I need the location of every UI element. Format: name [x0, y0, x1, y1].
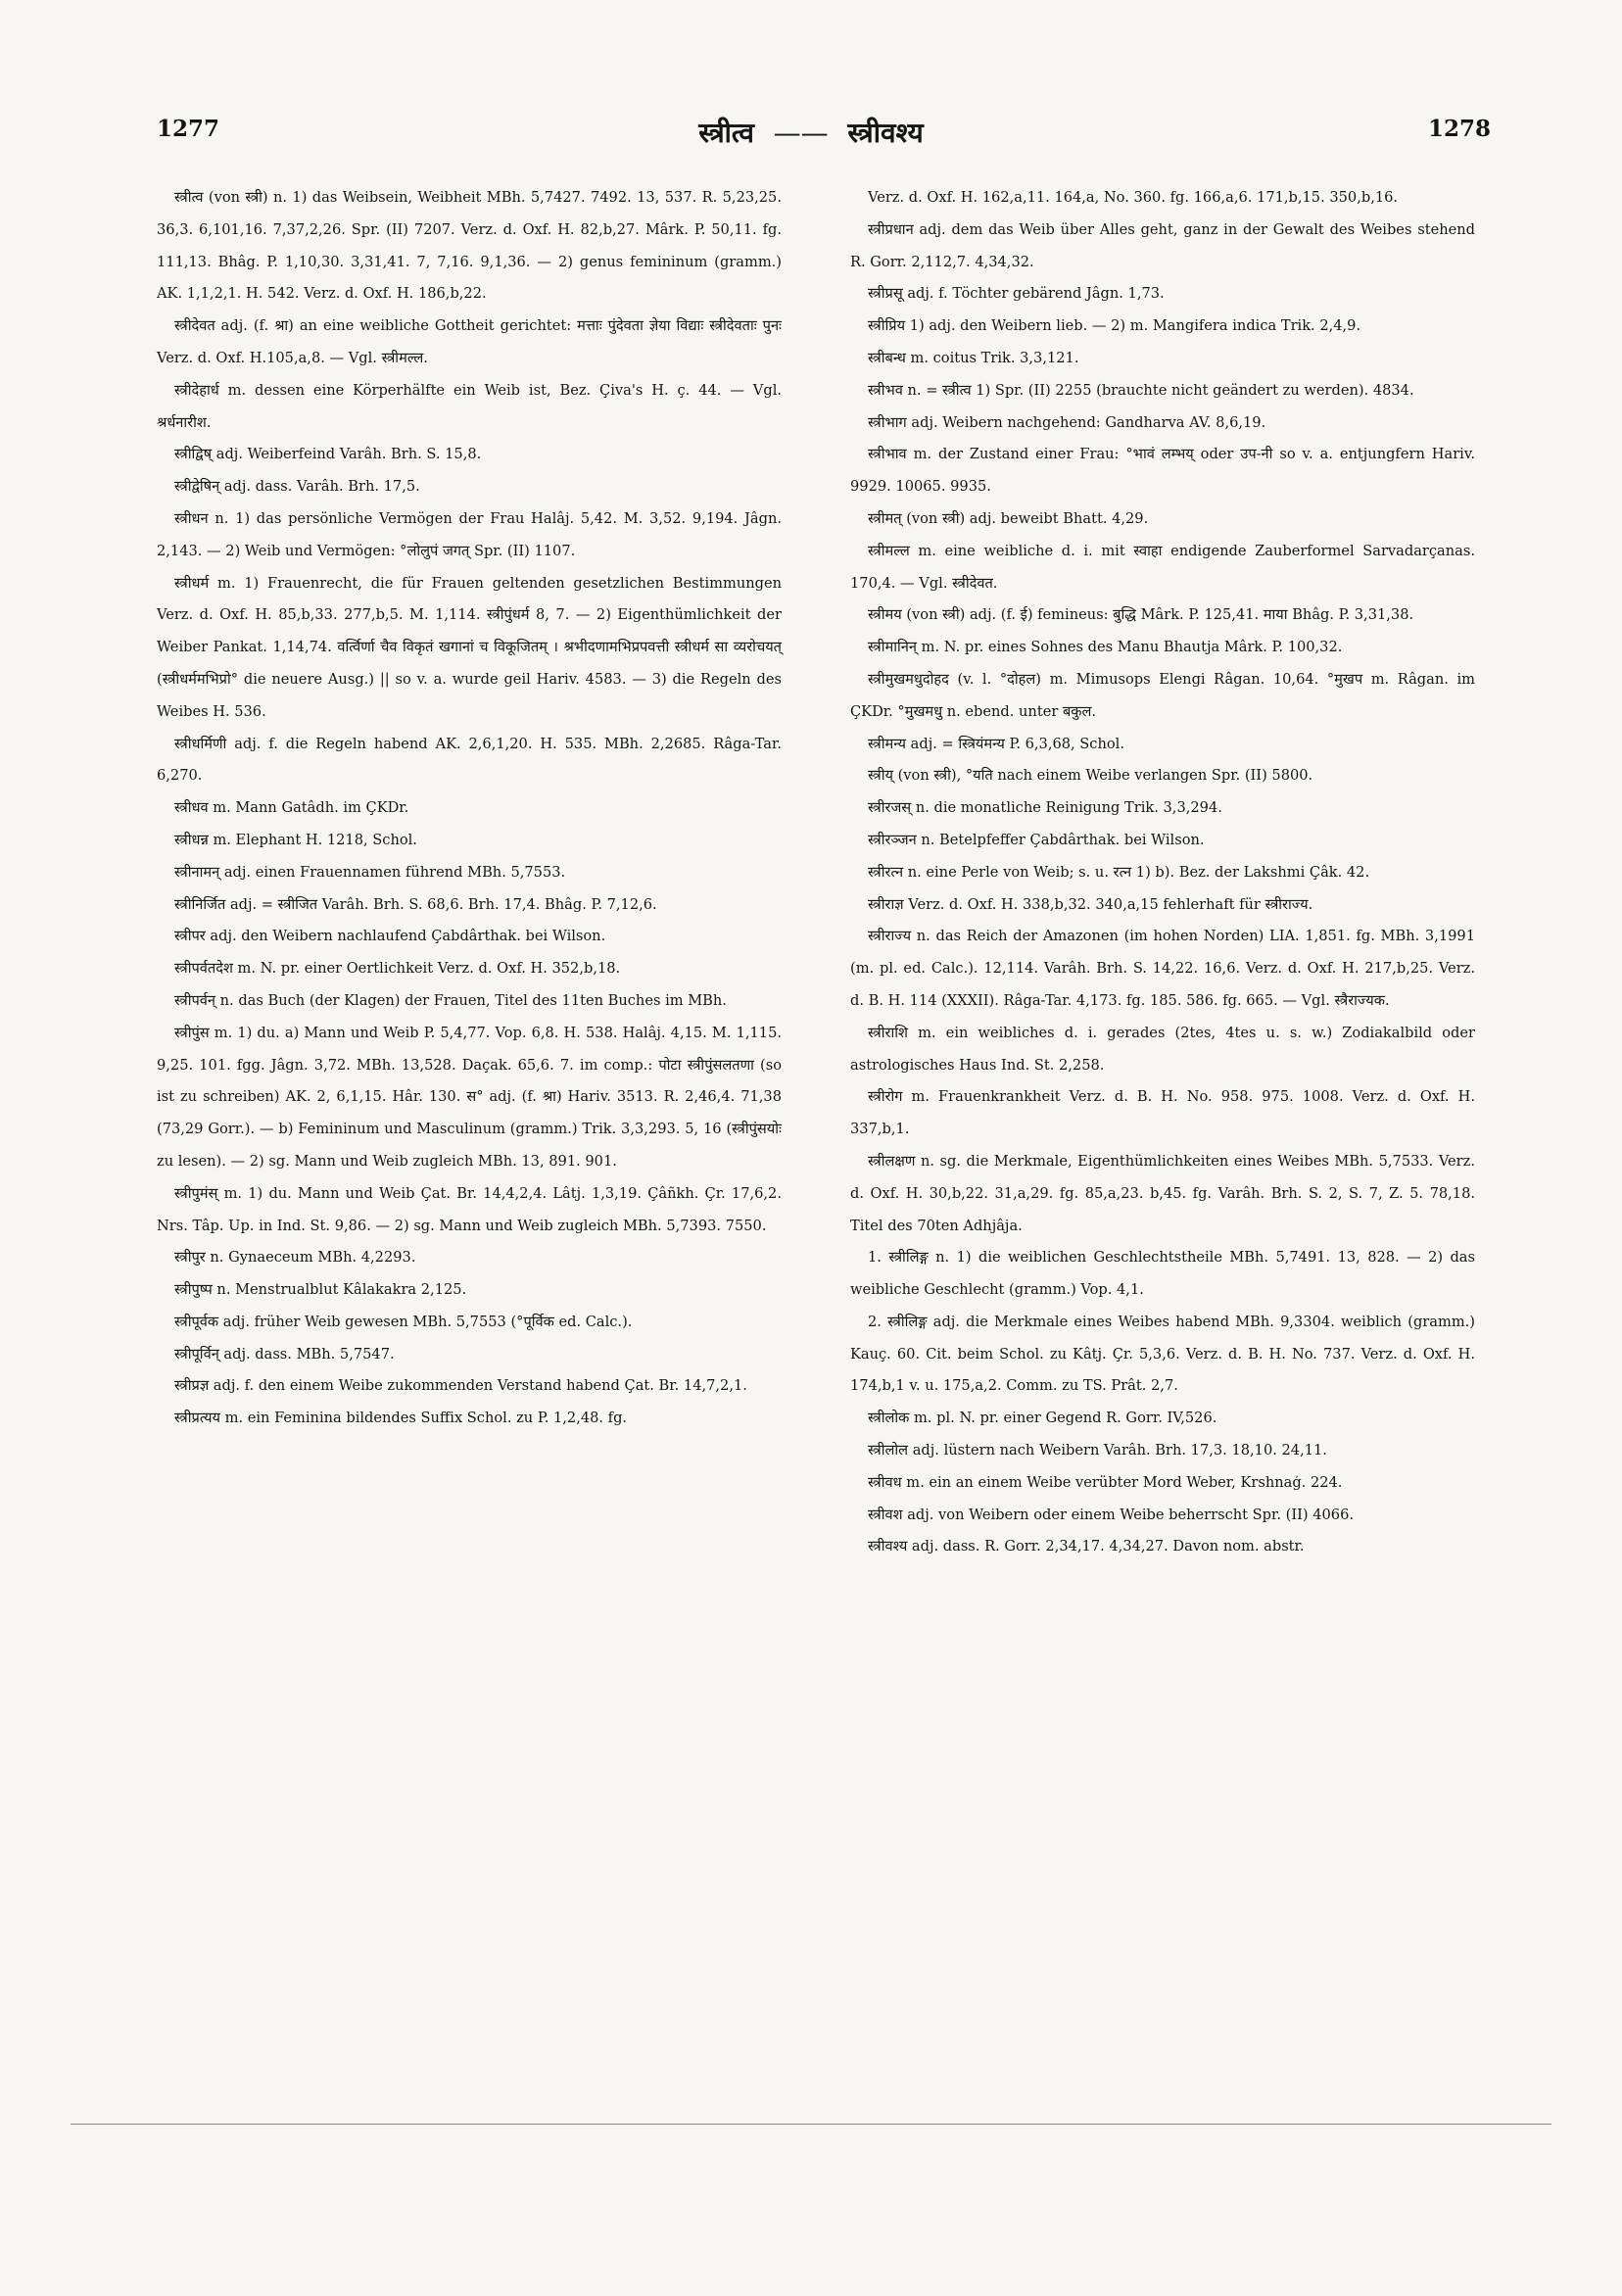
dictionary-entry: स्त्रीधव m. Mann Gatâdh. im ÇKDr.: [174, 799, 409, 817]
dictionary-entry: स्त्रीद्विष् adj. Weiberfeind Varâh. Brh. S. 15,8.: [174, 446, 482, 463]
dictionary-entry: स्त्रीमत् (von स्त्री) adj. beweibt Bhatt. 4,29.: [868, 509, 1149, 527]
dictionary-entry: स्त्रीपुमंस् m. 1) du. Mann und Weib Çat. Br. 14,4,2,4. Lâtj. 1,3,19. Çâñkh. Çr. 17,6,2. Nrs. Tâp. Up. in Ind. St. 9,86. — 2) sg. Mann und Weib zugleich MBh. 5,7393. 7550.: [157, 1184, 782, 1234]
dictionary-entry: स्त्रीत्व (von स्त्री) n. 1) das Weibsein, Weibheit MBh. 5,7427. 7492. 13, 537. R. 5,23,25. 36,3. 6,101,16. 7,37,2,26. Spr. (II) 7207. Verz. d. Oxf. H. 82,b,27. Mârk. P. 50,11. fg. 111,13. Bhâg. P. 1,10,30. 3,31,41. 7, 7,16. 9,1,36. — 2) genus femininum (gramm.) AK. 1,1,2,1. H. 542. Verz. d. Oxf. H. 186,b,22.: [157, 189, 782, 303]
dictionary-entry: स्त्रीमानिन् m. N. pr. eines Sohnes des Manu Bhautja Mârk. P. 100,32.: [868, 639, 1343, 656]
right-column: [850, 182, 1475, 1563]
running-header: [0, 114, 1622, 151]
dictionary-entry: स्त्रीपुंस m. 1) du. a) Mann und Weib P. 5,4,77. Vop. 6,8. H. 538. Halâj. 4,15. M. 1,115. 9,25. 101. fgg. Jâgn. 3,72. MBh. 13,528. Daçak. 65,6. 7. im comp.: पोटा स्त्रीपुंसलतणा (so ist zu schreiben) AK. 2, 6,1,15. Hâr. 130. स° adj. (f. श्रा) Hariv. 3513. R. 2,46,4. 71,38 (73,29 Gorr.). — b) Femininum und Masculinum (gramm.) Trik. 3,3,293. 5, 16 (स्त्रीपुंसयोः zu lesen). — 2) sg. Mann und Weib zugleich MBh. 13, 891. 901.: [157, 1024, 782, 1170]
header-dash: ——: [773, 117, 829, 149]
dictionary-entry: स्त्रीमय (von स्त्री) adj. (f. ई) femineus: बुद्धि Mârk. P. 125,41. माया Bhâg. P. 3,31,38.: [868, 606, 1414, 624]
dictionary-entry: स्त्रीधर्म m. 1) Frauenrecht, die für Frauen geltenden gesetzlichen Bestimmungen Verz. d. Oxf. H. 85,b,33. 277,b,5. M. 1,114. स्त्रीपुंधर्म 8, 7. — 2) Eigenthümlichkeit der Weiber Pankat. 1,14,74. वर्त्विर्णा चैव विकृतं खगानां च विकूजितम् । श्रभीदणामभिप्रपवत्ती स्त्रीधर्म सा व्यरोचयत् (स्त्रीधर्ममभिप्रो° die neuere Ausg.) || so v. a. wurde geil Hariv. 4583. — 3) die Regeln des Weibes H. 536.: [157, 574, 782, 720]
dictionary-entry: स्त्रीप्रधान adj. dem das Weib über Alles geht, ganz in der Gewalt des Weibes stehend R. Gorr. 2,112,7. 4,34,32.: [850, 220, 1475, 270]
dictionary-entry: स्त्रीदेहार्ध m. dessen eine Körperhälfte ein Weib ist, Bez. Çiva's H. ç. 44. — Vgl. श्रर्धनारीश.: [157, 381, 782, 431]
dictionary-entry: स्त्रीभव n. = स्त्रीत्व 1) Spr. (II) 2255 (brauchte nicht geändert zu werden). 4834.: [868, 381, 1414, 399]
dictionary-entry: स्त्रीपूर्विन् adj. dass. MBh. 5,7547.: [174, 1345, 395, 1363]
dictionary-entry: 1. स्त्रीलिङ्ग n. 1) die weiblichen Geschlechtstheile MBh. 5,7491. 13, 828. — 2) das weibliche Geschlecht (gramm.) Vop. 4,1.: [850, 1249, 1475, 1299]
dictionary-entry: स्त्रीपुष्प n. Menstrualblut Kâlakakra 2,125.: [174, 1281, 467, 1299]
dictionary-entry: स्त्रीपूर्वक adj. früher Weib gewesen MBh. 5,7553 (°पूर्विक ed. Calc.).: [174, 1313, 633, 1330]
dictionary-entry: स्त्रीमन्य adj. = स्त्रियंमन्य P. 6,3,68, Schol.: [868, 735, 1124, 752]
dictionary-entry: स्त्रीमल्ल m. eine weibliche d. i. mit स्वाहा endigende Zauberformel Sarvadarçanas. 170,4. — Vgl. स्त्रीदेवत.: [850, 542, 1475, 592]
left-column: [157, 182, 782, 1435]
dictionary-entry: स्त्रीरजस् n. die monatliche Reinigung Trik. 3,3,294.: [868, 799, 1222, 817]
dictionary-entry: स्त्रीरत्न n. eine Perle von Weib; s. u. रत्न 1) b). Bez. der Lakshmi Çâk. 42.: [868, 863, 1370, 881]
page-number-left: 1277: [157, 116, 220, 142]
dictionary-entry: स्त्रीवश adj. von Weibern oder einem Weibe beherrscht Spr. (II) 4066.: [868, 1506, 1354, 1523]
dictionary-entry: स्त्रीभाग adj. Weibern nachgehend: Gandharva AV. 8,6,19.: [868, 413, 1266, 431]
dictionary-entry: स्त्रीधर्मिणी adj. f. die Regeln habend AK. 2,6,1,20. H. 535. MBh. 2,2685. Râga-Tar. 6,270.: [157, 735, 782, 785]
dictionary-entry: Verz. d. Oxf. H. 162,a,11. 164,a, No. 360. fg. 166,a,6. 171,b,15. 350,b,16.: [868, 189, 1399, 206]
dictionary-entry: स्त्रीप्रज्ञ adj. f. den einem Weibe zukommenden Verstand habend Çat. Br. 14,7,2,1.: [174, 1377, 747, 1395]
dictionary-entry: स्त्रीदेवत adj. (f. श्रा) an eine weibliche Gottheit gerichtet: मत्ताः पुंदेवता ज्ञेया विद्याः स्त्रीदेवताः पुनः Verz. d. Oxf. H.105,a,8. — Vgl. स्त्रीमल्ल.: [157, 317, 782, 366]
dictionary-entry: स्त्रीप्रत्यय m. ein Feminina bildendes Suffix Schol. zu P. 1,2,48. fg.: [174, 1410, 628, 1427]
dictionary-entry: स्त्रीधन्न m. Elephant H. 1218, Schol.: [174, 831, 417, 848]
dictionary-entry: स्त्रीनिर्जित adj. = स्त्रीजित Varâh. Brh. S. 68,6. Brh. 17,4. Bhâg. P. 7,12,6.: [174, 895, 657, 913]
dictionary-entry: स्त्रीपर्वन् n. das Buch (der Klagen) der Frauen, Titel des 11ten Buches im MBh.: [174, 991, 727, 1009]
dictionary-entry: स्त्रीप्रसू adj. f. Töchter gebärend Jâgn. 1,73.: [868, 285, 1165, 303]
dictionary-entry: स्त्रीवश्य adj. dass. R. Gorr. 2,34,17. 4,34,27. Davon nom. abstr.: [868, 1538, 1305, 1555]
bottom-rule: [71, 2124, 1551, 2125]
dictionary-entry: स्त्रीपर्वतदेश m. N. pr. einer Oertlichkeit Verz. d. Oxf. H. 352,b,18.: [174, 960, 621, 978]
dictionary-entry: स्त्रीरोग m. Frauenkrankheit Verz. d. B. H. No. 958. 975. 1008. Verz. d. Oxf. H. 337,b,1.: [850, 1088, 1475, 1138]
dictionary-entry: स्त्रीराज्य n. das Reich der Amazonen (im hohen Norden) LIA. 1,851. fg. MBh. 3,1991 (m. pl. ed. Calc.). 12,114. Varâh. Brh. S. 14,22. 16,6. Verz. d. Oxf. H. 217,b,25. Verz. d. B. H. 114 (XXXII). Râga-Tar. 4,173. fg. 185. 586. fg. 665. — Vgl. स्त्रैराज्यक.: [850, 928, 1475, 1009]
header-left-word: स्त्रीत्व: [698, 117, 754, 149]
dictionary-entry: स्त्रीवध m. ein an einem Weibe verübter Mord Weber, Krshnaģ. 224.: [868, 1473, 1343, 1491]
dictionary-entry: स्त्रीराज्ञ Verz. d. Oxf. H. 338,b,32. 340,a,15 fehlerhaft für स्त्रीराज्य.: [868, 895, 1313, 913]
dictionary-entry: स्त्रीनामन् adj. einen Frauennamen führend MBh. 5,7553.: [174, 863, 566, 881]
dictionary-entry: स्त्रीरञ्जन n. Betelpfeffer Çabdârthak. bei Wilson.: [868, 831, 1205, 848]
dictionary-entry: स्त्रीलक्षण n. sg. die Merkmale, Eigenthümlichkeiten eines Weibes MBh. 5,7533. Verz. d. Oxf. H. 30,b,22. 31,a,29. fg. 85,a,23. b,45. fg. Varâh. Brh. S. 2, S. 7, Z. 5. 78,18. Titel des 70ten Adhjâja.: [850, 1152, 1475, 1234]
dictionary-entry: 2. स्त्रीलिङ्ग adj. die Merkmale eines Weibes habend MBh. 9,3304. weiblich (gramm.) Kauç. 60. Cit. beim Schol. zu Kâtj. Çr. 5,3,6. Verz. d. B. H. No. 737. Verz. d. Oxf. H. 174,b,1 v. u. 175,a,2. Comm. zu TS. Prât. 2,7.: [850, 1313, 1475, 1395]
dictionary-entry: स्त्रीपुर n. Gynaeceum MBh. 4,2293.: [174, 1249, 416, 1267]
dictionary-entry: स्त्रीलोक m. pl. N. pr. einer Gegend R. Gorr. IV,526.: [868, 1410, 1217, 1427]
dictionary-entry: स्त्रीद्वेषिन् adj. dass. Varâh. Brh. 17,5.: [174, 478, 420, 496]
dictionary-entry: स्त्रीय् (von स्त्री), °यति nach einem Weibe verlangen Spr. (II) 5800.: [868, 767, 1313, 785]
dictionary-entry: स्त्रीप्रिय 1) adj. den Weibern lieb. — 2) m. Mangifera indica Trik. 2,4,9.: [868, 317, 1361, 335]
dictionary-entry: स्त्रीधन n. 1) das persönliche Vermögen der Frau Halâj. 5,42. M. 3,52. 9,194. Jâgn. 2,143. — 2) Weib und Vermögen: °लोलुपं जगत् Spr. (II) 1107.: [157, 509, 782, 559]
header-right-word: स्त्रीवश्य: [847, 117, 924, 149]
dictionary-entry: स्त्रीमुखमधुदोहद (v. l. °दोहल) m. Mimusops Elengi Râgan. 10,64. °मुखप m. Râgan. im ÇKDr. °मुखमधु n. ebend. unter बकुल.: [850, 670, 1475, 720]
dictionary-entry: स्त्रीलोल adj. lüstern nach Weibern Varâh. Brh. 17,3. 18,10. 24,11.: [868, 1442, 1327, 1459]
page-number-right: 1278: [1428, 116, 1492, 142]
dictionary-entry: स्त्रीबन्ध m. coitus Trik. 3,3,121.: [868, 349, 1079, 366]
dictionary-entry: स्त्रीभाव m. der Zustand einer Frau: °भावं लम्भय् oder उप-नी so v. a. entjungfern Hariv. 9929. 10065. 9935.: [850, 446, 1475, 496]
dictionary-entry: स्त्रीराशि m. ein weibliches d. i. gerades (2tes, 4tes u. s. w.) Zodiakalbild oder astrologisches Haus Ind. St. 2,258.: [850, 1024, 1475, 1074]
dictionary-entry: स्त्रीपर adj. den Weibern nachlaufend Çabdârthak. bei Wilson.: [174, 928, 606, 945]
